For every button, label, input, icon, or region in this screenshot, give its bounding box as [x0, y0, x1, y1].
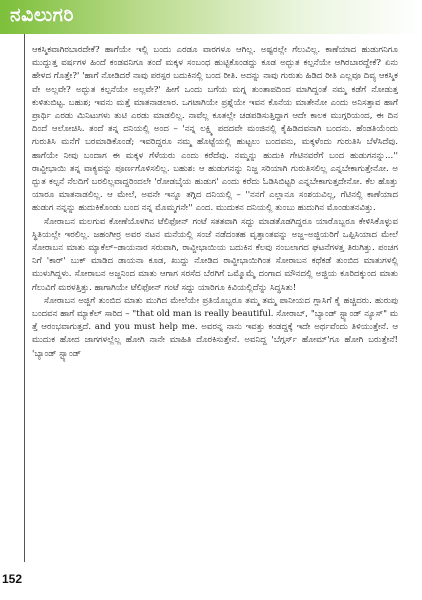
- paragraph-1: ಆಕಸ್ಮಿಕವಾಗಿರಬಾರದೇಕೆ? ಹಾಗೆಯೇ ಇಲ್ಲಿ ಬಂದು ಎರಡೂ ವಾರಗಳೂ ಆಗಿಲ್ಲ. ಅಷ್ಟರಲ್ಲೇ ಗೆಲುವಿಲ್ಲ. ಕಾಣೆಯಾದ ಹುಡುಗನಿಗೂ ಮುದ್ದುತ್ತ ವರ್ಷಗಳ ಹಿಂದೆ ಕಂಡವನಿಗೂ ತಂದೆ ಮಕ್ಕಳ ಸಂಬಂಧ ಹುಟ್ಟಿಕೊಂಡದ್ದು ಕೂಡ ಅದ್ಭುತ ಕಲ್ಪನೆಯೇ ಆಗಿರಬಾರದ್ದೇಕೆ? ಏನು ಹೇಳದ ಗೊತ್ತೇ?' 'ಹಾಗೆ ನೋಡಿದರೆ ನಾವು ಪರಸ್ಪರ ಬದುಕಿನಲ್ಲಿ ಬಂದ ರೀತಿ. ಅದನ್ನು ನಾವು ಗುರುತು ಹಿಡಿದ ರೀತಿ ಎಲ್ಲವೂ ದಿವ್ಯ ಆಕಸ್ಮಿಕವೇ ಅಲ್ಲವೇ? ಅದ್ಭುತ ಕಲ್ಪನೆಯೇ ಅಲ್ಲವೇ?' ಹೀಗೆ ಒಂದು ಬಗೆಯ ಮಗ್ನ ತುಂತಾಪದಿಂದ ಮಾಗಿದ್ದಂತೆ ನಮ್ಮ ಕಡೆಗೆ ನೋಡುತ್ತ ಕುಳಿತುಬಿಟ್ಟ. ಬಹುಶ; ಇವನು ಮತ್ತೆ ಮಾತನಾಡಲಾರ. ಒಗಟಾಗಿಯೇ ಪ್ರಶ್ನೆಯೇ ಇವನ ಕೊನೆಯ ಮಾತೇನೋ ಎಂದು ಅನಿಸತ್ತಾವ ಹಾಗೆ ಪ್ರಾರ್ಥಿ ಎರಡು ಮಿನಿಟುಗಳು ತುಟಿ ಎರಡು ಮಾಡಲಿಲ್ಲ. ನಾವೆಲ್ಲ ಕೂತಲ್ಲೇ ಚಡಪಡಿಸುತ್ತಿದ್ದಾಗ ಆದೇ ಕಾಲಕ ಮುಗ್ಗರಿಯಂದ, ಈ ದಿನದಿಂದೆ ಆಲೋಚಿಸಿ. ತಂದೆ ತನ್ನ ದನಿಯಲ್ಲಿ ಅಂದ – 'ನನ್ನ ಲಕ್ಷ್ಮಿ ಪದದವೇ ಮಂಜಿನಲ್ಲಿ ಕೈಹಿಡಿದವನಾಗಿ ಬಂದನು. ಹೆಂಡತಿಯೆಂದು ಗುರುತಿಸಿ ಮನೆಗೆ ಬರಮಾಡಿಕೊಂಡೆ; ಇವರಿದ್ದರೂ ನಮ್ಮ ಹೊಟ್ಟೆಯಲ್ಲಿ ಹುಟ್ಟಲು ಬಂದವನು, ಮಕ್ಕಳೆಂದು ಗುರುತಿಸಿ ಬೆಳೆಸಿದೆವು. ಹಾಗೆಯೇ ನೀವು ಬಂದಾಗ ಈ ಮಕ್ಕಳ ಗೆಳೆಯರು ಎಂದು ಕರೆದೆವು. ನಮ್ಮನ್ನು ಹುದುಕಿ ಗೇಟಿನವರೆಗೆ ಬಂದ ಹುಡುಗನನ್ನು...'' ರಾವ್ಜೀಭಾಯಿ ತನ್ನ ವಾಕ್ಯವನ್ನು ಪೂರ್ಣಗೊಳಿಸಲಿಲ್ಲ. ಬಹುಶ: ಆ ಹುಡುಗನನ್ನು ನಿಜ್ಜ ಸರಿಯಾಗಿ ಗುರುತಿಸಲಿಲ್ಲ ಎನ್ನಬೇಕಾಗುತ್ತೇನೋ. ಅದ್ಭುತ ಕಲ್ಪನೆ ನೆಲದಿಗೆ ಬರಲಿಲ್ಲವಾದ್ದರಿಂದಲೇ 'ರೋಡಬೈಯ ಹುಡುಗ' ಎಂದು ಕರೆದು ಓಡಿಸಿಬಿಟ್ಟರಿ ಎನ್ನಬೇಕಾಗುತ್ತದೇನೋ. ಕೆಲ ಹೊತ್ತು ಯಾರೂ ಮಾತನಾಡಲಿಲ್ಲ. ಆ ಮೇಲೆ, ಅವನೇ ಇನ್ನೂ ತಗ್ಗಿದ ದನಿಯಲ್ಲಿ – ''ನನಗೆ ಎಲ್ಲಾನೂ ಸಂಶಯವಿಲ್ಲ, ಗೆಟಿನಲ್ಲಿ ಕಾಣೆಯಾದ ಹುಡುಗ ನನ್ನನ್ನು ಹುದುಕಿಕೊಂಡು ಬಂದ ನನ್ನ ಮೊಮ್ಮಗನೇ'' ಎಂದ. ಮುದುಕನ ದನಿಯಲ್ಲಿ ತುಂಬು ಹುದುಗಿನ ಮೊಂಡುತನವಿತ್ತು.: [32, 45, 398, 214]
- page-number: 152: [2, 572, 23, 586]
- paragraph-3: ಸೋರಾಬನ ಅಜ್ಜಿಗೆ ತುಂಬಿದ ಮಾತು ಮುಗಿದ ಮೇಲೆಯೇ ಪ್ರತಿಯೊಬ್ಬರೂ ತಮ್ಮ ತಮ್ಮ ಪಾನೀಯದ ಗ್ಲಾಸಿಗೆ ಕೈ ಹಚ್ಚಿದರು. ಹುರುಪು ಬಂದವನ ಹಾಗೆ ಮ್ಯಾಕೆಲ್ ಸಾರಿದ – "that old man is really beautiful. ಸೋರಾಬ್, "ಬ್ಯಾಂಡ್ ಸ್ಟ್ಯಾಂಡ್ ನ್ಯೂಸ್" ಮತ್ತೆ ಆರಂಭವಾಗುತ್ತದೆ. and you must help me. ಅವರನ್ನ ನಾನು ಇವತ್ತು ಕಂಡದ್ದಕ್ಕೆ ಇದೇ ಅರ್ಥವೆಂದು ತಿಳಿಯುತ್ತೇನೆ. ಆ ಮುದುಕ ಹೋದ ಜಾಗಗಳಲ್ಲೆಲ್ಲ ಹೋಗಿ ನಾನೇ ಮಾಹಿತಿ ದೊರಕಿಸುತ್ತೇನೆ. ಅವನಿದ್ದ 'ಬೆಗ್ಗರ್ಸ್ ಹೋಮ್'ಗೂ ಹೋಗಿ ಬರುತ್ತೇನೆ! 'ಬ್ಯಾಂಡ್ ಸ್ಟ್ಯಾಂಡ್: [32, 295, 398, 359]
- left-margin-rule: [24, 34, 25, 562]
- body-text: [32, 44, 398, 566]
- paragraph-2: ಸೋರಾಬನ ಮಲಗುವ ಕೋಣೆಯೊಳಗಿನ ಟೆಲಿಫೋನ್ ಗಂಟೆ ಸತತವಾಗಿ ಸದ್ದು ಮಾಡತೊಡಗಿದ್ದರೂ ಯಾರೊಬ್ಬರೂ ಕೇಳಿಸಿಕೊಳ್ಳುವ ಸ್ಥಿತಿಯಲ್ಲೇ ಇರಲಿಲ್ಲ. ಜಹಂಗೀರ್ರ ಅವರ ನಟನ ಮನೆಯಲ್ಲಿ ಸಂಜೆ ನಡೆದಂತಹ ವೃತ್ತಾಂತವನ್ನು ಅಜ್ಜ–ಅಜ್ಜಿಯರಿಗೆ ಒಪ್ಪಿಸಿಯಾದ ಮೇಲೆ ಸೋರಾಬನ ಮಾತು ಮ್ಯಾಕೆಲ್–ಡಾಯನಾರ ಸರುವಾಗಿ, ರಾವ್ಜೀಭಾಯಿಯ ಬದುಕಿನ ಕೆಲವು ನಂಬಲಾಗದ ಘಟನೆಗಳತ್ತ ತಿರುಗಿತ್ತು. ಪಂಚಗನಿಗೆ 'ಕಾರ್' ಬುಕ್ ಮಾಡಿದ ಡಾಯನಾ ಕೂಡ, ಖುದ್ದು ನೋಡಿದ ರಾವ್ಜೀಭಾಯಿಗಿಂತ ಸೋರಾಬನ ಕಥೆಕಡೆ ತುಂಬಿದ ಮಾತುಗಳಲ್ಲಿ ಮುಳುಗಿದ್ದಳು. ಸೋರಾಬನ ಅಜ್ಜನಿಂದ ಮಾತು ಆಗಾಗ ಸರಸೆದ ಬೆರಗಿಗೆ ಒಮ್ಮೊಮ್ಮೆ ದಂಗಾದ ಮೌನದಲ್ಲಿ ಅಜ್ಜಿಯ ಕೂರಿದಕ್ಕುಂದ ಮಾತು ಗೆಲುವಿಗೆ ಮರಳತ್ತಿತ್ತು. ಹಾಗಾಗಿಯೇ ಟೆಲಿಫೋನ್ ಗಂಟೆ ಸದ್ದು ಯಾರಿಗೂ ಕಿವಿಯಲ್ಲಿದೆನ್ನು ಸಿದ್ಧಸಿತು!: [32, 216, 398, 293]
- running-header-title: ನವಿಲುಗರಿ: [10, 4, 74, 26]
